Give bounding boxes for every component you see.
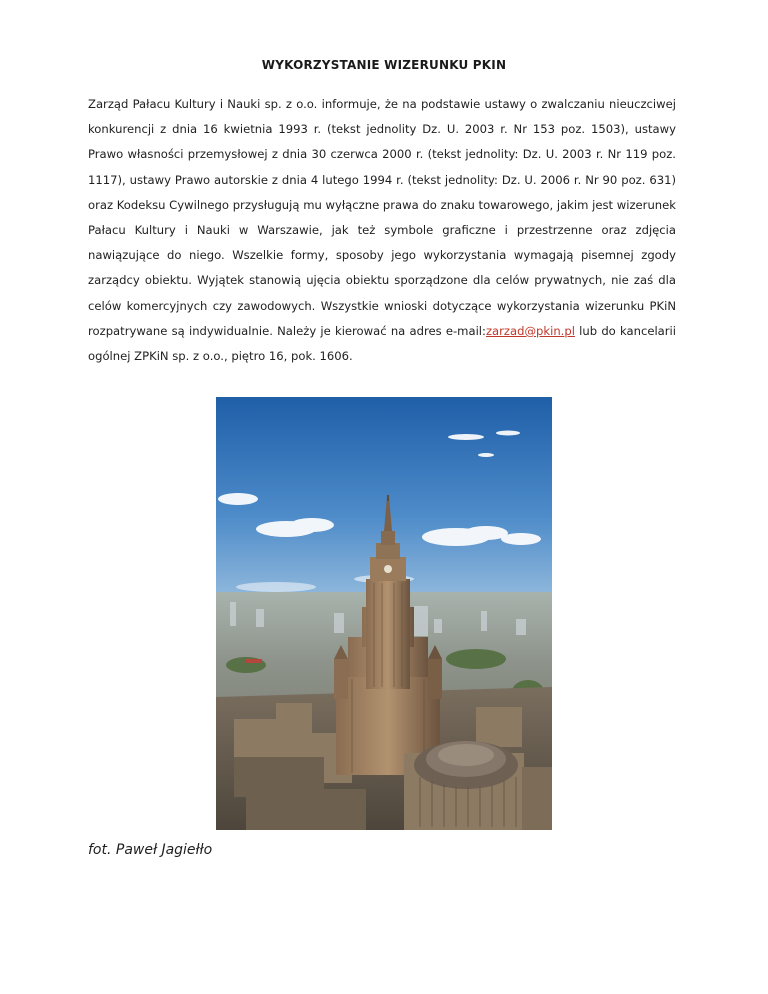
- photo-caption: fot. Paweł Jagiełło: [88, 842, 213, 858]
- email-link[interactable]: zarzad@pkin.pl: [485, 323, 575, 338]
- document-title: WYKORZYSTANIE WIZERUNKU PKIN: [261, 58, 507, 72]
- palace-photo: [216, 397, 552, 830]
- paragraph-text-tail: lub do kancelarii ogólnej ZPKiN sp. z o.o., piętro 16, pok. 1606.: [88, 323, 676, 364]
- body-paragraph: [88, 92, 676, 369]
- paragraph-text: Zarząd Pałacu Kultury i Nauki sp. z o.o. informuje, że na podstawie ustawy o zwalczaniu nieuczciwej konkurencji z dnia 16 kwietnia 1993 r. (tekst jednolity Dz. U. 2003 r. Nr 153 poz. 1503), ustawy Prawo własności przemysłowej z dnia 30 czerwca 2000 r. (tekst jednolity: Dz. U. 2003 r. Nr 119 poz. 1117), ustawy Prawo autorskie z dnia 4 lutego 1994 r. (tekst jednolity: Dz. U. 2006 r. Nr 90 poz. 631) oraz Kodeksu Cywilnego przysługują mu wyłączne prawa do znaku towarowego, jakim jest wizerunek Pałacu Kultury i Nauki w Warszawie, jak też symbole graficzne i przestrzenne oraz zdjęcia nawiązujące do niego. Wszelkie formy, sposoby jego wykorzystania wymagają pisemnej zgody zarządcy obiektu. Wyjątek stanowią ujęcia obiektu sporządzone dla celów prywatnych, nie zaś dla celów komercyjnych czy zawodowych. Wszystkie wnioski dotyczące wykorzystania wizerunku PKiN rozpatrywane są indywidualnie. Należy je kierować na adres e-mail:: [88, 97, 676, 338]
